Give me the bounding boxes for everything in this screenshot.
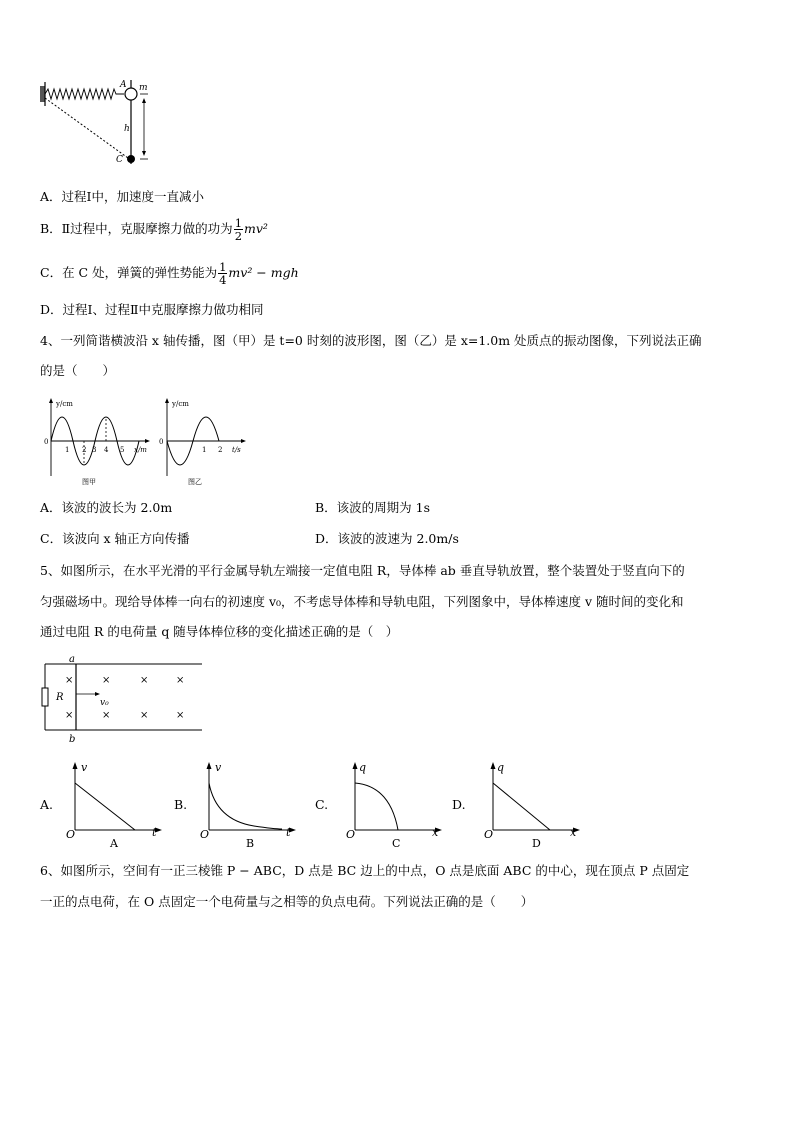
cross-mark: × <box>65 710 74 721</box>
q3-option-a: A．过程Ⅰ中，加速度一直减小 <box>40 189 204 204</box>
q3-option-c-text: C．在 C 处，弹簧的弹性势能为 <box>40 265 218 280</box>
rail-circuit-figure <box>40 652 205 744</box>
tick-2: 2 <box>82 446 87 454</box>
q5-graph-a <box>60 758 170 850</box>
caption: C <box>392 837 401 850</box>
label-A: A <box>120 80 127 90</box>
xlabel: x/m <box>134 446 147 454</box>
x-axis-label: x <box>570 826 577 839</box>
spring-figure <box>36 76 156 168</box>
q4-stem-line2: 的是（ ） <box>40 363 116 378</box>
ylabel: y/cm <box>172 400 189 408</box>
q4-stem-line1: 4、一列简谐横波沿 x 轴传播，图（甲）是 t=0 时刻的波形图，图（乙）是 x=1.0m 处质点的振动图像，下列说法正确 <box>40 333 702 348</box>
q5-option-c-letter: C. <box>315 797 329 812</box>
q4-option-a: A．该波的波长为 2.0m <box>40 500 173 515</box>
q6-stem-line1: 6、如图所示，空间有一正三棱锥 P − ABC，D 点是 BC 边上的中点，O 点是底面 ABC 的中心，现在顶点 P 点固定 <box>40 863 690 878</box>
y-axis-label: v <box>81 761 88 774</box>
x-axis-label: t <box>286 826 291 839</box>
caption: 图甲 <box>82 478 96 486</box>
frac-num: 1 <box>234 216 243 230</box>
q3-option-c-formula: mv² − mgh <box>228 265 299 280</box>
caption: A <box>110 837 118 850</box>
tick-1: 1 <box>65 446 70 454</box>
cross-mark: × <box>176 710 185 721</box>
q5-graph-b <box>194 758 304 850</box>
q5-option-b-letter: B. <box>174 797 188 812</box>
frac-den: 4 <box>219 273 227 287</box>
cross-mark: × <box>140 675 149 686</box>
caption: D <box>532 837 541 850</box>
label-a: a <box>69 654 75 665</box>
tick-3: 3 <box>92 446 97 454</box>
caption: B <box>246 837 255 850</box>
tick-4: 4 <box>104 446 109 454</box>
label-R: R <box>56 692 64 703</box>
q5-graph-c <box>340 758 450 850</box>
origin: O <box>484 828 494 841</box>
tick-2: 2 <box>218 446 223 454</box>
y-axis-label: q <box>359 761 367 774</box>
q4-option-c: C．该波向 x 轴正方向传播 <box>40 531 190 546</box>
origin: 0 <box>159 438 164 446</box>
label-h: h <box>124 124 130 134</box>
xlabel: t/s <box>232 446 241 454</box>
q5-stem-line3: 通过电阻 R 的电荷量 q 随导体棒位移的变化描述正确的是（ ） <box>40 624 399 639</box>
y-axis-label: v <box>215 761 222 774</box>
frac-num: 1 <box>219 260 227 274</box>
label-C: C <box>116 155 123 165</box>
q5-graph-d <box>478 758 588 850</box>
q3-option-b-text: B．Ⅱ过程中，克服摩擦力做的功为 <box>40 221 233 236</box>
q3-option-c <box>40 261 299 286</box>
tick-5: 5 <box>120 446 125 454</box>
q3-option-d: D．过程Ⅰ、过程Ⅱ中克服摩擦力做功相同 <box>40 302 264 317</box>
cross-mark: × <box>102 675 111 686</box>
ylabel: y/cm <box>56 400 73 408</box>
cross-mark: × <box>140 710 149 721</box>
origin: O <box>346 828 356 841</box>
origin: O <box>200 828 210 841</box>
cross-mark: × <box>65 675 74 686</box>
vibration-figure-yi <box>154 396 254 488</box>
origin: O <box>66 828 76 841</box>
cross-mark: × <box>102 710 111 721</box>
label-v0: v₀ <box>100 698 109 708</box>
wave-figure-jia <box>40 396 152 488</box>
x-axis-label: t <box>152 826 157 839</box>
q5-stem-line1: 5、如图所示，在水平光滑的平行金属导轨左端接一定值电阻 R，导体棒 ab 垂直导轨放置，整个装置处于竖直向下的 <box>40 563 685 578</box>
tick-1: 1 <box>202 446 207 454</box>
q4-option-b: B．该波的周期为 1s <box>315 500 431 515</box>
label-m: m <box>139 83 148 93</box>
x-axis-label: x <box>432 826 439 839</box>
y-axis-label: q <box>497 761 505 774</box>
q4-option-d: D．该波的波速为 2.0m/s <box>315 531 459 546</box>
cross-mark: × <box>176 675 185 686</box>
label-b: b <box>69 734 76 744</box>
q5-option-a-letter: A. <box>40 797 54 812</box>
origin: 0 <box>44 438 49 446</box>
q5-option-d-letter: D. <box>452 797 466 812</box>
caption: 图乙 <box>188 478 202 486</box>
q3-option-b <box>40 217 268 242</box>
q3-option-b-formula: mv² <box>244 221 268 236</box>
frac-den: 2 <box>234 229 243 243</box>
q6-stem-line2: 一正的点电荷，在 O 点固定一个电荷量与之相等的负点电荷。下列说法正确的是（ ） <box>40 894 534 909</box>
q5-stem-line2: 匀强磁场中。现给导体棒一向右的初速度 v₀，不考虑导体棒和导轨电阻，下列图象中，导体棒速度 v 随时间的变化和 <box>40 594 684 609</box>
